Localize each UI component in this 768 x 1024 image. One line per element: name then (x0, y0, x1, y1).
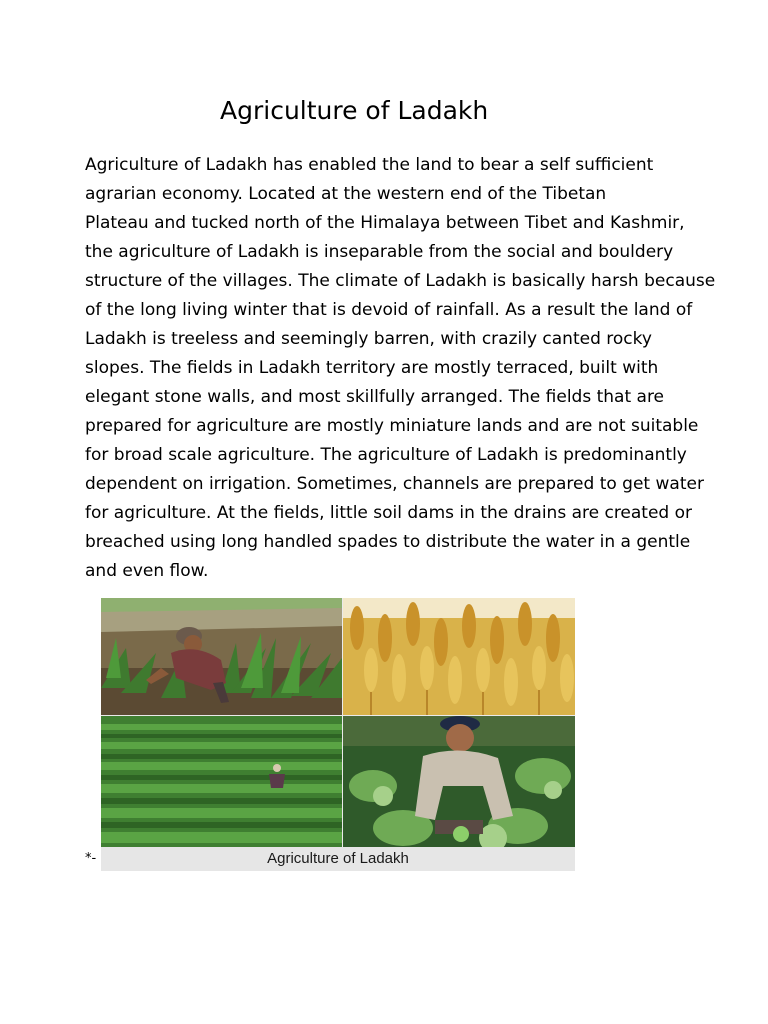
farmer-harvesting-cabbage-photo (343, 716, 575, 847)
document-title: Agriculture of Ladakh (220, 96, 489, 125)
paragraph-line: structure of the villages. The climate of Ladakh is basically harsh because (85, 271, 716, 291)
body-paragraph (85, 151, 716, 586)
crop-rows-photo (101, 716, 342, 847)
farmer-tending-plants-photo (101, 598, 342, 715)
paragraph-line: slopes. The fields in Ladakh territory are mostly terraced, built with (85, 358, 659, 378)
paragraph-line: dependent on irrigation. Sometimes, channels are prepared to get water (85, 474, 704, 494)
paragraph-line: and even flow. (85, 561, 209, 581)
paragraph-line: Agriculture of Ladakh has enabled the land to bear a self sufficient (85, 155, 654, 175)
paragraph-line: of the long living winter that is devoid of rainfall. As a result the land of (85, 300, 693, 320)
image-caption: Agriculture of Ladakh (267, 850, 409, 867)
paragraph-line: agrarian economy. Located at the western end of the Tibetan (85, 184, 607, 204)
paragraph-line: elegant stone walls, and most skillfully arranged. The fields that are (85, 387, 665, 407)
wheat-field-photo (343, 598, 575, 715)
agriculture-photo-collage (101, 598, 575, 871)
paragraph-line: for broad scale agriculture. The agriculture of Ladakh is predominantly (85, 445, 687, 465)
paragraph-line: for agriculture. At the fields, little soil dams in the drains are created or (85, 503, 693, 523)
paragraph-line: the agriculture of Ladakh is inseparable from the social and bouldery (85, 242, 674, 262)
paragraph-line: Plateau and tucked north of the Himalaya between Tibet and Kashmir, (85, 213, 685, 233)
image-caption-band (101, 847, 575, 871)
paragraph-line: breached using long handled spades to distribute the water in a gentle (85, 532, 691, 552)
paragraph-line: prepared for agriculture are mostly miniature lands and are not suitable (85, 416, 699, 436)
paragraph-line: Ladakh is treeless and seemingly barren, with crazily canted rocky (85, 329, 652, 349)
list-marker: *- (85, 851, 97, 866)
